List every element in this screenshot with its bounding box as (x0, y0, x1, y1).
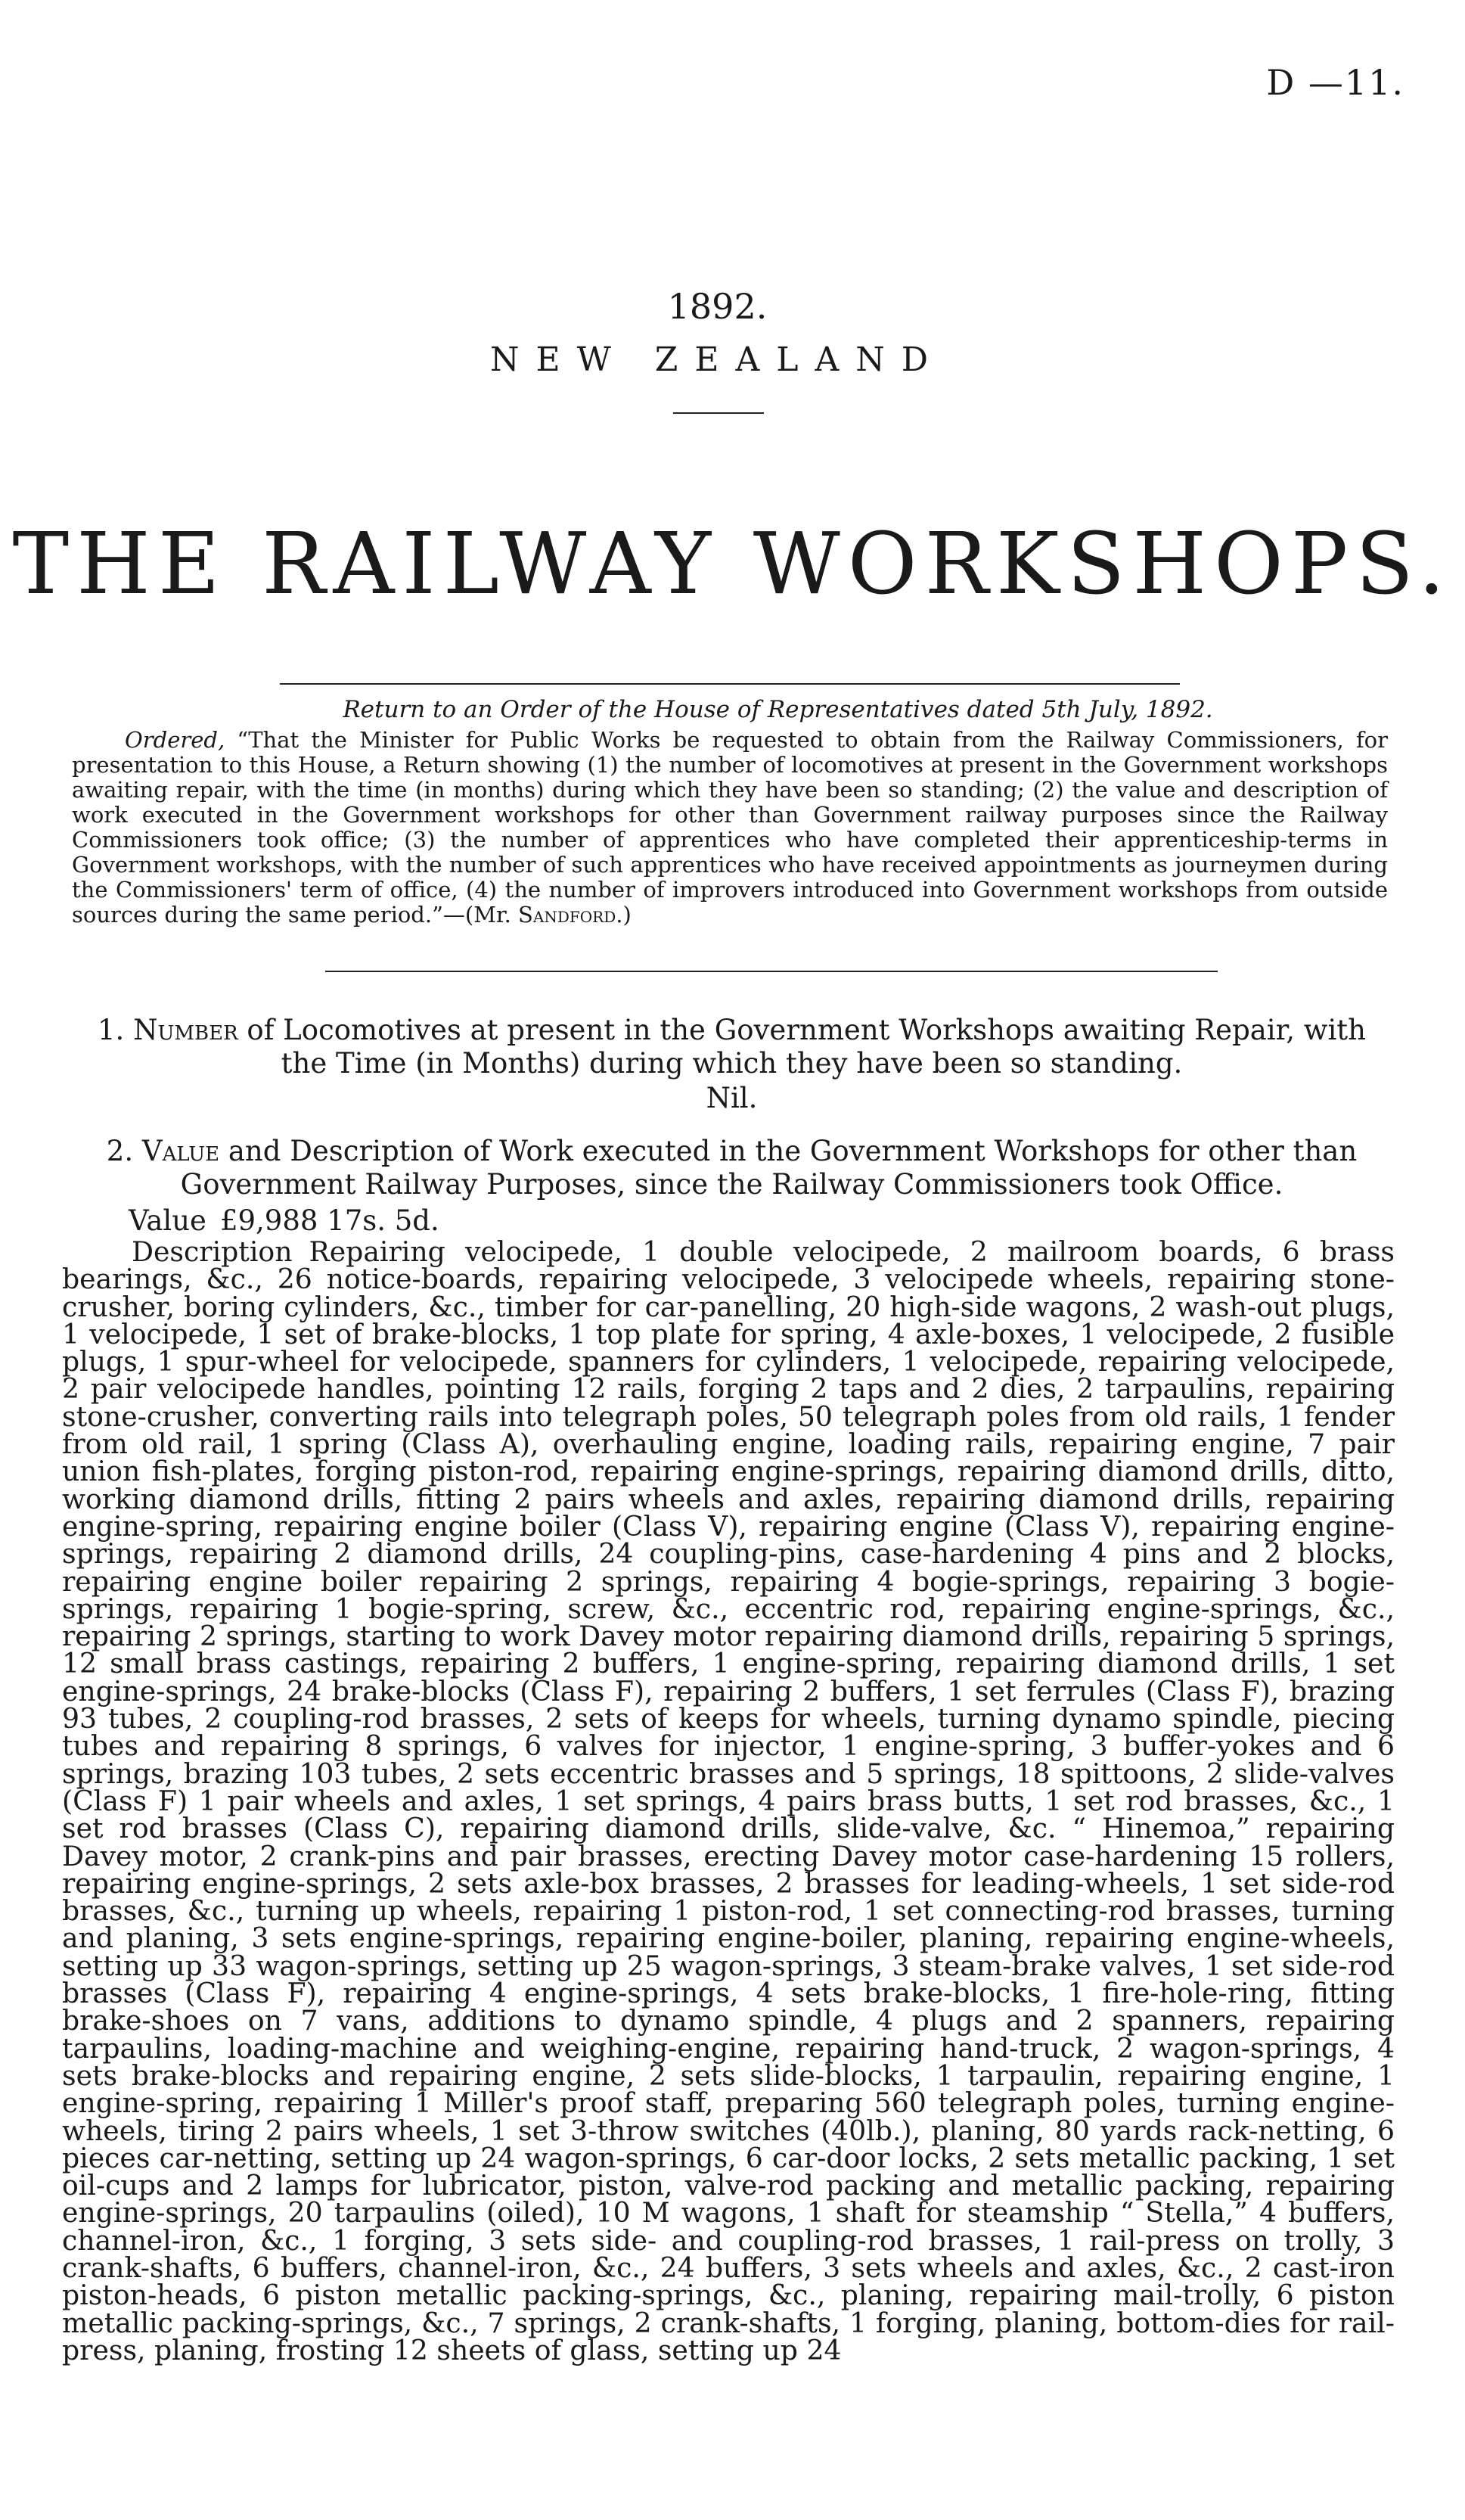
section-1-heading (72, 1014, 1392, 1080)
value-line (129, 1204, 453, 1237)
order-paragraph (72, 728, 1388, 928)
section-2-heading (72, 1135, 1392, 1201)
section-1-text: of Locomotives at present in the Government Workshops awaiting Repair, with the Time (in Months) during which they have been so standing. (247, 1014, 1366, 1080)
divider-short (673, 412, 764, 414)
value-amount: £9,988 17s. 5d. (219, 1204, 439, 1237)
country-heading: NEW ZEALAND (489, 340, 945, 379)
order-mover: Sandford.) (518, 902, 632, 928)
return-order-line: Return to an Order of the House of Representatives dated 5th July, 1892. (343, 696, 1213, 723)
description-paragraph (62, 1235, 1395, 2366)
description-label: Description (132, 1235, 293, 1268)
section-1-lead: Number (133, 1014, 238, 1046)
section-1-answer: Nil. (706, 1082, 758, 1114)
value-label: Value (129, 1204, 206, 1237)
section-1-number: 1. (98, 1014, 125, 1046)
order-body: “That the Minister for Public Works be requested to obtain from the Railway Commissioners, for presentation to this House, a Return showing (1) the number of locomotives at present in the Government workshops awaiting repair, with the time (in months) during which they have been so standing; (2) the value and description of work executed in the Government workshops for other than Government railway purposes since the Railway Commissioners took office; (3) the number of apprentices who have completed their apprenticeship-terms in Government workshops, with the number of such apprentices who have received appointments as journeymen during the Commissioners' term of office, (4) the number of improvers introduced into Government workshops from outside sources during the same period.”—(Mr. (72, 727, 1388, 928)
description-text: Repairing velocipede, 1 double velocipede, 2 mailroom boards, 6 brass bearings, &c., 26 notice-boards, repairing velocipede, 3 velocipede wheels, repairing stone-crusher, boring cylinders, &c., timber for car-panelling, 20 high-side wagons, 2 wash-out plugs, 1 velocipede, 1 set of brake-blocks, 1 top plate for spring, 4 axle-boxes, 1 velocipede, 2 fusible plugs, 1 spur-wheel for velocipede, spanners for cylinders, 1 velocipede, repairing velocipede, 2 pair velocipede handles, pointing 12 rails, forging 2 taps and 2 dies, 2 tarpaulins, repairing stone-crusher, converting rails into telegraph poles, 50 telegraph poles from old rails, 1 fender from old rail, 1 spring (Class A), overhauling engine, loading rails, repairing engine, 7 pair union fish-plates, forging piston-rod, repairing engine-springs, repairing diamond drills, ditto, working diamond drills, fitting 2 pairs wheels and axles, repairing diamond drills, repairing engine-spring, repairing engine boiler (Class V), repairing engine (Class V), repairing engine-springs, repairing 2 diamond drills, 24 coupling-pins, case-hardening 4 pins and 2 blocks, repairing engine boiler repairing 2 springs, repairing 4 bogie-springs, repairing 3 bogie-springs, repairing 1 bogie-spring, screw, &c., eccentric rod, repairing engine-springs, &c., repairing 2 springs, starting to work Davey motor repairing diamond drills, repairing 5 springs, 12 small brass castings, repairing 2 buffers, 1 engine-spring, repairing diamond drills, 1 set engine-springs, 24 brake-blocks (Class F), repairing 2 buffers, 1 set ferrules (Class F), brazing 93 tubes, 2 coupling-rod brasses, 2 sets of keeps for wheels, turning dynamo spindle, piecing tubes and repairing 8 springs, 6 valves for injector, 1 engine-spring, 3 buffer-yokes and 6 springs, brazing 103 tubes, 2 sets eccentric brasses and 5 springs, 18 spittoons, 2 slide-valves (Class F) 1 pair wheels and axles, 1 set springs, 4 pairs brass butts, 1 set rod brasses, &c., 1 set rod brasses (Class C), repairing diamond drills, slide-valve, &c. “ Hinemoa,” repairing Davey motor, 2 crank-pins and pair brasses, erecting Davey motor case-hardening 15 rollers, repairing engine-springs, 2 sets axle-box brasses, 2 brasses for leading-wheels, 1 set side-rod brasses, &c., turning up wheels, repairing 1 piston-rod, 1 set connecting-rod brasses, turning and planing, 3 sets engine-springs, repairing engine-boiler, planing, repairing engine-wheels, setting up 33 wagon-springs, setting up 25 wagon-springs, 3 steam-brake valves, 1 set side-rod brasses (Class F), repairing 4 engine-springs, 4 sets brake-blocks, 1 fire-hole-ring, fitting brake-shoes on 7 vans, additions to dynamo spindle, 4 plugs and 2 spanners, repairing tarpaulins, loading-machine and weighing-engine, repairing hand-truck, 2 wagon-springs, 4 sets brake-blocks and repairing engine, 2 sets slide-blocks, 1 tarpaulin, repairing engine, 1 engine-spring, repairing 1 Miller's proof staff, preparing 560 telegraph poles, turning engine-wheels, tiring 2 pairs wheels, 1 set 3-throw switches (40lb.), planing, 80 yards rack-netting, 6 pieces car-netting, setting up 24 wagon-springs, 6 car-door locks, 2 sets metallic packing, 1 set oil-cups and 2 lamps for lubricator, piston, valve-rod packing and metallic packing, repairing engine-springs, 20 tarpaulins (oiled), 10 M wagons, 1 shaft for steamship “ Stella,” 4 buffers, channel-iron, &c., 1 forging, 3 sets side- and coupling-rod brasses, 1 rail-press on trolly, 3 crank-shafts, 6 buffers, channel-iron, &c., 24 buffers, 3 sets wheels and axles, &c., 2 cast-iron piston-heads, 6 piston metallic packing-springs, &c., planing, repairing mail-trolly, 6 piston metallic packing-springs, &c., 7 springs, 2 crank-shafts, 1 forging, planing, bottom-dies for rail-press, planing, frosting 12 sheets of glass, setting up 24 (62, 1235, 1395, 2366)
divider-top (280, 683, 1180, 685)
document-year: 1892. (667, 286, 768, 327)
order-label: Ordered, (125, 727, 225, 753)
page-title: THE RAILWAY WORKSHOPS. (12, 515, 1453, 614)
section-2-text: and Description of Work executed in the Government Workshops for other than Government Railway Purposes, since the Railway Commissioners took Office. (180, 1135, 1358, 1201)
page-identifier: D —11. (1266, 62, 1404, 103)
section-2-number: 2. (106, 1135, 134, 1167)
section-2-lead: Value (141, 1135, 220, 1167)
divider-bottom (325, 971, 1218, 972)
